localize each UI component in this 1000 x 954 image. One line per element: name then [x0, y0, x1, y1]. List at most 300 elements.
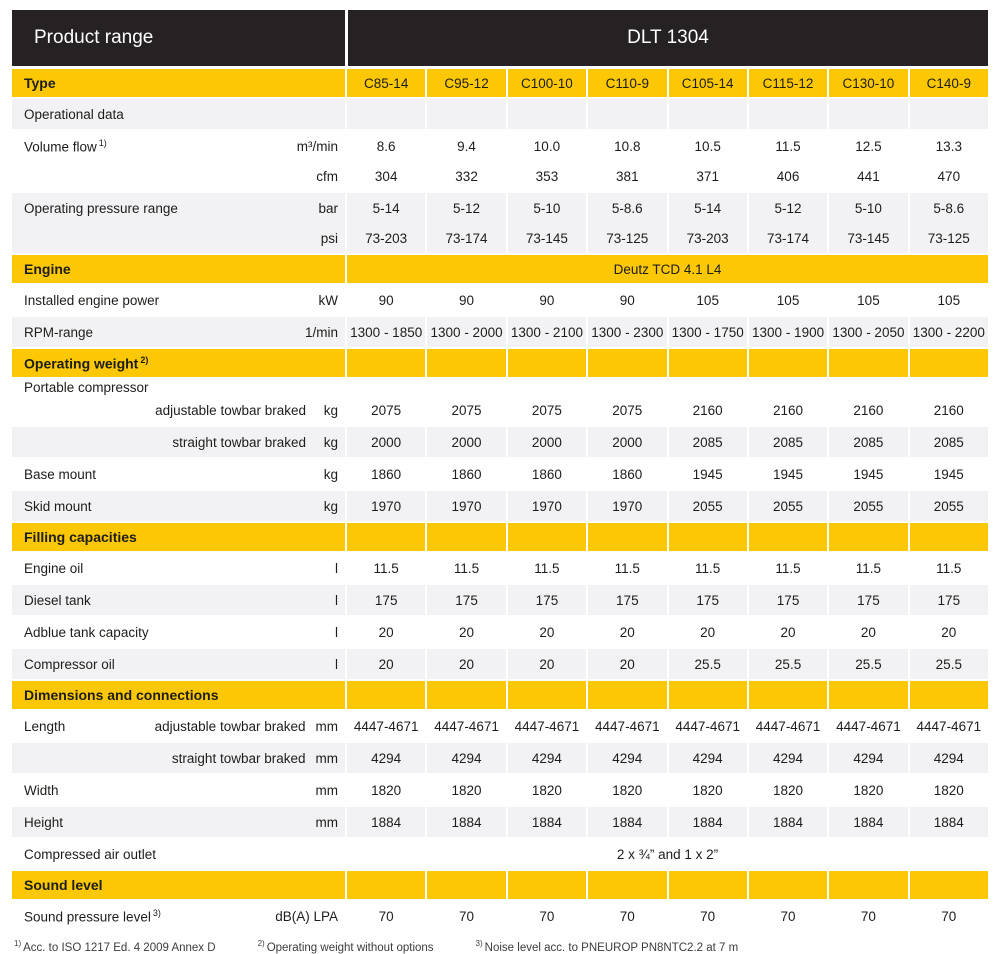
value-cell — [829, 807, 907, 837]
cell-value: 175 — [776, 592, 800, 608]
cell-value: 4447-4671 — [675, 718, 740, 734]
cell-value: 73-145 — [525, 230, 568, 246]
cell-value: 20 — [941, 624, 957, 640]
empty-cells — [347, 871, 988, 899]
footnote-marker: 2) — [257, 939, 265, 948]
value-cell — [910, 427, 988, 457]
label-line — [12, 223, 345, 253]
section-row — [12, 681, 988, 709]
model-name: C130-10 — [842, 75, 895, 91]
value-cell — [427, 553, 505, 583]
cell-value: 1884 — [612, 814, 643, 830]
value-cell — [427, 743, 505, 773]
row-label-cell — [12, 553, 345, 583]
cell-value: 1300 - 2300 — [591, 324, 664, 340]
footnote-marker: 1) — [14, 939, 22, 948]
cell-value: 371 — [696, 168, 719, 184]
value-cell — [508, 617, 586, 647]
footnote-marker: 3) — [475, 939, 483, 948]
label-line — [12, 459, 345, 489]
model-name: C95-12 — [444, 75, 489, 91]
cell-value: 5-14 — [372, 200, 400, 216]
section-line — [12, 681, 345, 709]
empty-cell — [669, 349, 747, 377]
empty-cell — [910, 99, 988, 129]
row-label-cell — [12, 379, 345, 425]
cell-value: 11.5 — [453, 560, 480, 576]
cell-value: 1884 — [853, 814, 884, 830]
value-cells — [347, 649, 988, 679]
cell-value: 4294 — [531, 750, 562, 766]
table-row — [12, 807, 988, 837]
cell-value: 5-12 — [774, 200, 802, 216]
empty-cell — [749, 99, 827, 129]
cell-value: 90 — [539, 292, 555, 308]
cell-value: 105 — [937, 292, 961, 308]
cell-value: 1884 — [371, 814, 402, 830]
section-line — [12, 255, 345, 283]
cell-value: 4294 — [371, 750, 402, 766]
empty-cell — [829, 523, 907, 551]
value-cell — [427, 459, 505, 489]
value-cell — [347, 131, 425, 191]
cell-value: 304 — [374, 168, 398, 184]
empty-cell — [669, 681, 747, 709]
value-cell — [829, 553, 907, 583]
model-cell — [910, 69, 988, 97]
section-footnote-marker: 2) — [140, 354, 149, 365]
value-cell — [829, 711, 907, 741]
cell-value: 1300 - 1900 — [752, 324, 825, 340]
value-cell — [347, 379, 425, 425]
value-cell — [508, 131, 586, 191]
table-row — [12, 285, 988, 315]
row-label-cell — [12, 99, 345, 129]
value-cell — [508, 553, 586, 583]
value-cell — [829, 743, 907, 773]
param-name: RPM-range — [24, 324, 94, 340]
value-cell — [910, 491, 988, 521]
param-name: Engine oil — [24, 560, 84, 576]
model-cell — [749, 69, 827, 97]
footnote-text: Noise level acc. to PNEUROP PN8NTC2.2 at 7 m — [484, 941, 739, 954]
cell-value: 73-203 — [686, 230, 729, 246]
value-cells — [347, 427, 988, 457]
value-cell — [347, 491, 425, 521]
label-line — [12, 743, 345, 773]
unit-label: psi — [320, 230, 338, 246]
model-cell — [347, 69, 425, 97]
value-cell — [427, 775, 505, 805]
value-cells — [347, 807, 988, 837]
value-cell — [347, 193, 425, 253]
value-cell — [749, 427, 827, 457]
value-cell — [347, 285, 425, 315]
value-cell — [910, 459, 988, 489]
table-row — [12, 459, 988, 489]
cell-value: 1820 — [531, 782, 562, 798]
unit-label: mm — [315, 718, 338, 734]
value-cell — [508, 459, 586, 489]
value-cell — [588, 427, 666, 457]
value-cell — [669, 379, 747, 425]
value-cell — [749, 775, 827, 805]
unit-label: bar — [318, 200, 338, 216]
value-cell — [508, 427, 586, 457]
cell-value: 1300 - 2200 — [912, 324, 985, 340]
value-cell — [749, 459, 827, 489]
value-cell — [588, 711, 666, 741]
section-line — [12, 523, 345, 551]
engine-model-span: Deutz TCD 4.1 L4 — [347, 255, 988, 283]
cell-value: 1945 — [853, 466, 884, 482]
cell-value: 2075 — [451, 402, 482, 418]
value-cell — [669, 491, 747, 521]
cell-value: 20 — [459, 624, 475, 640]
table-row — [12, 317, 988, 347]
value-cell — [508, 379, 586, 425]
cell-spacer — [508, 379, 586, 395]
cell-value: 1820 — [451, 782, 482, 798]
cell-value: 1820 — [692, 782, 723, 798]
empty-cell — [508, 523, 586, 551]
cell-spacer — [347, 379, 425, 395]
value-cell — [749, 285, 827, 315]
value-cell — [588, 285, 666, 315]
value-cells — [347, 491, 988, 521]
value-cell — [347, 459, 425, 489]
model-name: C140-9 — [926, 75, 971, 91]
table-row — [12, 901, 988, 931]
value-cell — [829, 617, 907, 647]
row-label-cell — [12, 285, 345, 315]
param-name: Volume flow $^{1)}$ — [24, 137, 107, 155]
cell-value: 4447-4671 — [755, 718, 821, 734]
table-row — [12, 711, 988, 741]
cell-value: 1820 — [773, 782, 804, 798]
cell-value: 2000 — [371, 434, 402, 450]
value-cell — [427, 285, 505, 315]
value-cell — [588, 649, 666, 679]
empty-cell — [347, 681, 425, 709]
row-label-cell — [12, 807, 345, 837]
row-label-cell — [12, 69, 345, 97]
value-cell — [669, 459, 747, 489]
param-name: Height — [24, 814, 64, 830]
unit-label: dB(A) LPA — [275, 908, 338, 924]
empty-cell — [910, 681, 988, 709]
empty-cell — [669, 871, 747, 899]
value-cell — [508, 193, 586, 253]
table-row — [12, 649, 988, 679]
cell-value: 105 — [696, 292, 719, 308]
cell-value: 11.5 — [373, 560, 399, 576]
value-cells — [347, 317, 988, 347]
row-label-cell — [12, 193, 345, 253]
row-label-cell — [12, 711, 345, 741]
cell-value: 4447-4671 — [514, 718, 580, 734]
empty-cell — [749, 871, 827, 899]
row-label-cell — [12, 681, 345, 709]
empty-cell — [347, 349, 425, 377]
row-label-cell — [12, 839, 345, 869]
cell-value: 20 — [378, 624, 394, 640]
row-label-cell — [12, 317, 345, 347]
value-cells — [347, 193, 988, 253]
empty-cell — [829, 871, 907, 899]
empty-cell — [508, 99, 586, 129]
value-cell — [910, 649, 988, 679]
cell-value: 2085 — [933, 434, 964, 450]
unit-label: m³/min — [296, 138, 338, 154]
cell-value: 2160 — [773, 402, 804, 418]
footnote-item — [476, 939, 739, 954]
cell-value: 2075 — [371, 402, 402, 418]
subsection-label: Operational data — [24, 106, 124, 122]
row-label-cell — [12, 901, 345, 931]
cell-value: 4294 — [853, 750, 884, 766]
section-label: Dimensions and connections — [24, 687, 219, 703]
value-cell — [749, 585, 827, 615]
value-cell — [588, 743, 666, 773]
param-name: Portable compressor — [24, 379, 149, 395]
param-name: Adblue tank capacity — [24, 624, 149, 640]
label-line — [12, 807, 345, 837]
cell-spacer — [588, 379, 666, 395]
cell-value: 2000 — [531, 434, 562, 450]
value-cell — [910, 585, 988, 615]
value-cell — [910, 553, 988, 583]
empty-cell — [427, 871, 505, 899]
air-outlet-span: 2 x ¾” and 1 x 2” — [347, 839, 988, 869]
empty-cell — [588, 681, 666, 709]
value-cell — [427, 617, 505, 647]
cell-value: 73-174 — [445, 230, 488, 246]
cell-value: 1884 — [531, 814, 562, 830]
unit-label: mm — [315, 814, 338, 830]
type-label-line — [12, 69, 345, 97]
row-label-cell — [12, 427, 345, 457]
unit-label: kg — [323, 498, 338, 514]
cell-value: 70 — [860, 908, 876, 924]
cell-value: 5-14 — [694, 200, 722, 216]
cell-value: 20 — [459, 656, 475, 672]
empty-cell — [508, 681, 586, 709]
label-line — [12, 193, 345, 223]
value-cell — [427, 193, 505, 253]
value-cell — [508, 649, 586, 679]
value-cell — [588, 775, 666, 805]
param-sublabel: adjustable towbar braked — [154, 718, 306, 734]
cell-value: 90 — [459, 292, 475, 308]
model-name: C110-9 — [605, 75, 649, 91]
value-cell — [749, 617, 827, 647]
cell-spacer — [829, 379, 907, 395]
value-cell — [829, 585, 907, 615]
value-cell — [669, 617, 747, 647]
label-line — [12, 395, 345, 425]
cell-value: 13.3 — [935, 138, 962, 154]
unit-label: l — [335, 560, 338, 576]
empty-cell — [588, 349, 666, 377]
value-cell — [749, 553, 827, 583]
model-name: C115-12 — [762, 75, 814, 91]
cell-value: 1884 — [773, 814, 804, 830]
label-line — [12, 617, 345, 647]
cell-value: 2160 — [853, 402, 884, 418]
table-row — [12, 193, 988, 253]
value-cell — [588, 317, 666, 347]
cell-value: 70 — [619, 908, 635, 924]
row-label-cell — [12, 131, 345, 191]
empty-cells — [347, 681, 988, 709]
cell-value: 1300 - 2050 — [832, 324, 905, 340]
model-cell — [427, 69, 505, 97]
value-cells — [347, 711, 988, 741]
cell-value: 90 — [619, 292, 635, 308]
value-cell — [910, 379, 988, 425]
footnote-text: Acc. to ISO 1217 Ed. 4 2009 Annex D — [23, 941, 216, 954]
value-cell — [749, 131, 827, 191]
table-row — [12, 491, 988, 521]
value-cells — [347, 285, 988, 315]
empty-cell — [508, 349, 586, 377]
cell-value: 2000 — [451, 434, 482, 450]
value-cell — [669, 427, 747, 457]
unit-label: l — [335, 592, 338, 608]
value-cell — [829, 459, 907, 489]
label-line — [12, 585, 345, 615]
cell-value: 11.5 — [855, 560, 882, 576]
table-row — [12, 553, 988, 583]
value-cell — [588, 807, 666, 837]
value-cell — [347, 317, 425, 347]
cell-value: 11.5 — [614, 560, 640, 576]
value-cell — [669, 711, 747, 741]
product-range-header: Product range — [12, 10, 345, 66]
value-cell — [347, 743, 425, 773]
empty-cell — [588, 871, 666, 899]
cell-value: 5-8.6 — [933, 200, 965, 216]
cell-value: 175 — [857, 592, 880, 608]
cell-value: 25.5 — [694, 656, 721, 672]
model-cell — [829, 69, 907, 97]
value-cell — [829, 775, 907, 805]
section-row — [12, 349, 988, 377]
value-cell — [427, 317, 505, 347]
table-row — [12, 743, 988, 773]
empty-cell — [347, 871, 425, 899]
value-cell — [829, 193, 907, 253]
empty-cell — [829, 99, 907, 129]
model-series-header: DLT 1304 — [348, 10, 988, 66]
cell-value: 12.5 — [855, 138, 882, 154]
cell-value: 4447-4671 — [595, 718, 660, 734]
label-line — [12, 491, 345, 521]
cell-value: 73-125 — [606, 230, 649, 246]
cell-value: 5-10 — [854, 200, 882, 216]
label-line — [12, 131, 345, 161]
value-cell — [749, 711, 827, 741]
value-cells — [347, 743, 988, 773]
param-name: Compressed air outlet — [24, 846, 157, 862]
value-cell — [427, 649, 505, 679]
empty-cell — [427, 349, 505, 377]
empty-cells — [347, 523, 988, 551]
model-name: C100-10 — [521, 75, 573, 91]
cell-value: 2085 — [692, 434, 723, 450]
value-cell — [427, 427, 505, 457]
param-footnote-marker: 3) — [152, 907, 161, 918]
cell-value: 175 — [374, 592, 398, 608]
unit-label: l — [335, 656, 338, 672]
row-label-cell — [12, 743, 345, 773]
cell-value: 1884 — [451, 814, 482, 830]
cell-spacer — [749, 379, 827, 395]
value-cell — [910, 743, 988, 773]
cell-value: 1970 — [371, 498, 402, 514]
row-label-cell — [12, 255, 345, 283]
cell-value: 70 — [459, 908, 475, 924]
cell-value: 2055 — [692, 498, 723, 514]
cell-value: 1884 — [692, 814, 723, 830]
row-label-cell — [12, 491, 345, 521]
value-cell — [508, 775, 586, 805]
cell-value: 381 — [616, 168, 639, 184]
cell-value: 4447-4671 — [353, 718, 419, 734]
cell-value: 1860 — [531, 466, 562, 482]
value-cell — [669, 775, 747, 805]
row-label-cell — [12, 775, 345, 805]
value-cell — [669, 317, 747, 347]
cell-value: 8.6 — [376, 138, 396, 154]
value-cell — [910, 317, 988, 347]
cell-value: 25.5 — [774, 656, 802, 672]
table-row — [12, 427, 988, 457]
value-cell — [910, 775, 988, 805]
empty-cell — [427, 99, 505, 129]
cell-value: 20 — [619, 656, 635, 672]
value-cell — [749, 901, 827, 931]
row-label-cell — [12, 871, 345, 899]
value-cell — [749, 743, 827, 773]
value-cell — [427, 491, 505, 521]
cell-value: 1300 - 2100 — [510, 324, 583, 340]
cell-value: 4294 — [773, 750, 804, 766]
cell-value: 2000 — [612, 434, 643, 450]
unit-label: 1/min — [304, 324, 338, 340]
cell-value: 175 — [535, 592, 559, 608]
cell-value: 11.5 — [695, 560, 721, 576]
cell-value: 1820 — [853, 782, 884, 798]
cell-value: 175 — [696, 592, 719, 608]
value-cell — [347, 711, 425, 741]
value-cell — [829, 649, 907, 679]
cell-value: 2055 — [853, 498, 884, 514]
empty-cell — [749, 523, 827, 551]
value-cell — [910, 617, 988, 647]
model-cells — [347, 69, 988, 97]
empty-cell — [749, 681, 827, 709]
section-label: Sound level — [24, 877, 103, 893]
label-line — [12, 901, 345, 931]
empty-cell — [829, 681, 907, 709]
table-row — [12, 379, 988, 425]
value-cells — [347, 131, 988, 191]
value-cell — [910, 711, 988, 741]
value-cell — [508, 743, 586, 773]
value-cell — [749, 193, 827, 253]
